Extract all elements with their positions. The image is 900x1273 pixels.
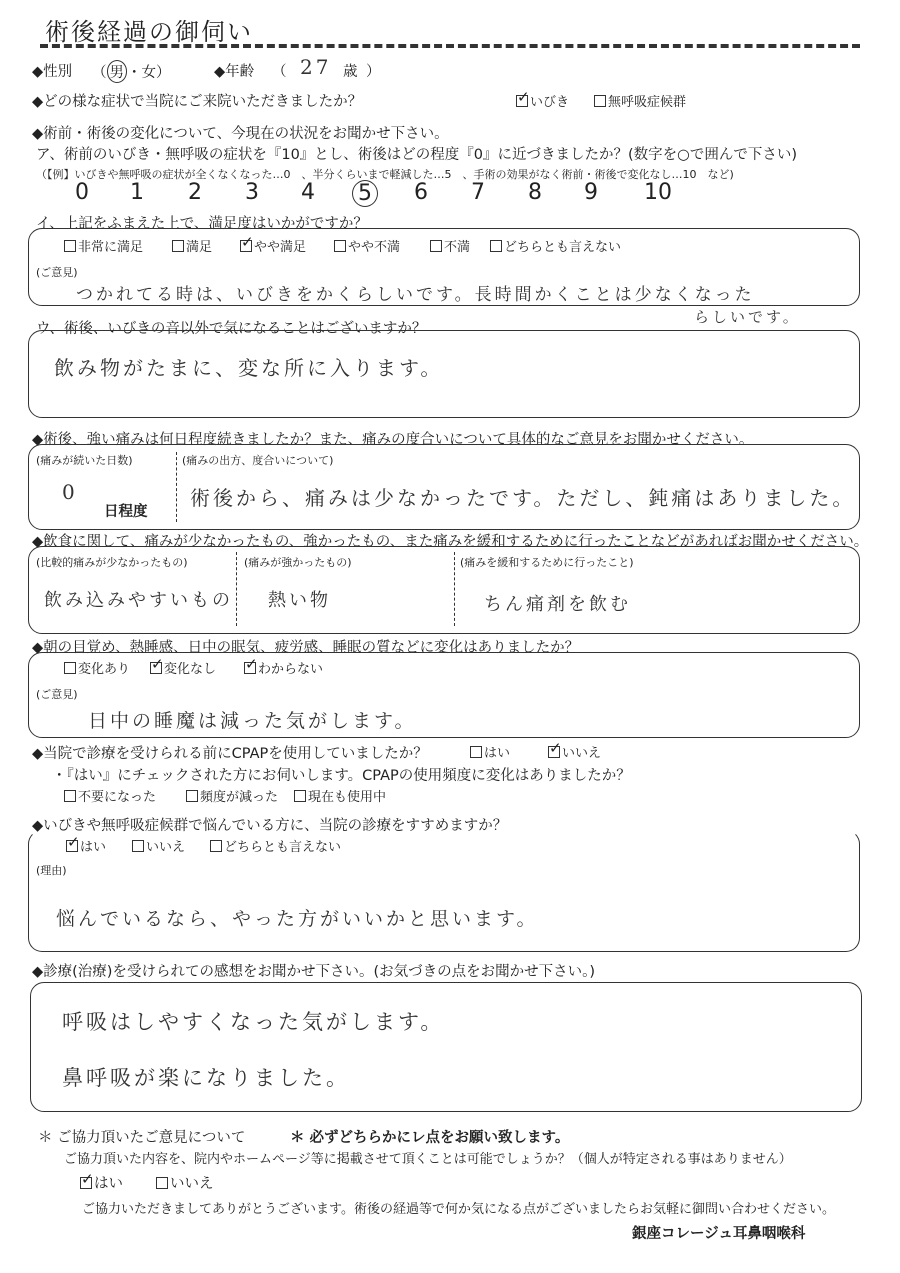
consent-option-yes[interactable]: ✓はい bbox=[80, 1172, 123, 1193]
scale-7[interactable]: 7 bbox=[471, 180, 485, 205]
q7-answer[interactable]: 日中の睡魔は減った気がします。 bbox=[88, 710, 417, 732]
q5-divider bbox=[176, 452, 177, 522]
checkbox-icon bbox=[156, 1177, 168, 1189]
q3-question: イ、上記をふまえた上で、満足度はいかがですか？ bbox=[36, 216, 368, 232]
q8-question: ◆当院で診療を受けられる前にCPAPを使用していましたか？ bbox=[32, 746, 428, 762]
scale-3[interactable]: 3 bbox=[245, 180, 259, 205]
scale-4[interactable]: 4 bbox=[301, 180, 315, 205]
q5-detail-label: (痛みの出方、度合いについて) bbox=[182, 454, 334, 467]
q9-option-neither[interactable]: どちらとも言えない bbox=[210, 836, 341, 855]
footer-thanks: ご協力いただきましてありがとうございます。術後の経過等で何か気になる点がございましたらお気軽に御問い合わせください。 bbox=[82, 1202, 835, 1217]
q6-question: ◆飲食に関して、痛みが少なかったもの、強かったもの、また痛みを緩和するために行ったことなどがあればお聞かせください。 bbox=[32, 534, 869, 550]
q7-opinion-label: (ご意見) bbox=[36, 688, 78, 701]
q10-question: ◆診療(治療)を受けられての感想をお聞かせ下さい。(お気づきの点をお聞かせ下さい。) bbox=[32, 964, 596, 980]
q3-answer-line2[interactable]: らしいです。 bbox=[694, 308, 801, 326]
sex-label: ◆性別 bbox=[32, 64, 73, 80]
q6-col2-label: (痛みが強かったもの) bbox=[244, 556, 352, 569]
q3-option-neither[interactable]: どちらとも言えない bbox=[490, 236, 621, 255]
scale-9[interactable]: 9 bbox=[584, 180, 598, 205]
q9-option-no[interactable]: いいえ bbox=[132, 836, 185, 855]
q5-question: ◆術後、強い痛みは何日程度続きましたか？また、痛みの度合いについて具体的なご意見をお聞かせください。 bbox=[32, 432, 754, 448]
q8-option-yes[interactable]: はい bbox=[470, 742, 510, 761]
page-title: 術後経過の御伺い bbox=[45, 18, 253, 46]
sex-female-option[interactable]: 女 bbox=[141, 65, 156, 81]
checkbox-icon bbox=[470, 746, 482, 758]
q3-option-very-satisfied[interactable]: 非常に満足 bbox=[64, 236, 143, 255]
q9-reason-label: (理由) bbox=[36, 864, 67, 877]
checkbox-icon bbox=[294, 790, 306, 802]
q6-col3-label: (痛みを緩和するために行ったこと) bbox=[460, 556, 634, 569]
q7-option-changed[interactable]: 変化あり bbox=[64, 658, 130, 677]
q2-question: ◆術前・術後の変化について、今現在の状況をお聞かせ下さい。 bbox=[32, 126, 449, 142]
q1-question: ◆どの様な症状で当院にご来院いただきましたか？ bbox=[32, 94, 363, 110]
title-divider bbox=[40, 44, 860, 48]
q1-option-snoring[interactable]: ✓ いびき bbox=[516, 91, 569, 110]
q2-scale[interactable] bbox=[64, 180, 704, 214]
q3-answer-line1[interactable]: つかれてる時は、いびきをかくらしいです。長時間かくことは少なくなった bbox=[76, 285, 755, 305]
scale-10[interactable]: 10 bbox=[644, 180, 672, 205]
q8-sub-option-still-using[interactable]: 現在も使用中 bbox=[294, 786, 386, 805]
scale-2[interactable]: 2 bbox=[188, 180, 202, 205]
checkbox-scribbled-icon bbox=[150, 662, 162, 674]
q6-divider-2 bbox=[454, 552, 455, 626]
q10-answer-box bbox=[30, 982, 862, 1112]
q6-divider-1 bbox=[236, 552, 237, 626]
q9-question: ◆いびきや無呼吸症候群で悩んでいる方に、当院の診療をすすめますか？ bbox=[32, 818, 508, 834]
checkbox-icon bbox=[64, 240, 76, 252]
sex-male-option[interactable]: 男 bbox=[107, 60, 128, 83]
consent-option-no[interactable]: いいえ bbox=[156, 1172, 214, 1193]
checkbox-icon bbox=[64, 790, 76, 802]
checkbox-icon[interactable] bbox=[594, 95, 606, 107]
q6-col2-answer[interactable]: 熱い物 bbox=[268, 590, 331, 611]
q4-question: ウ、術後、いびきの音以外で気になることはございますか？ bbox=[36, 321, 427, 337]
q8-option-no[interactable]: ✓ いいえ bbox=[548, 742, 601, 761]
q9-answer-box bbox=[28, 830, 860, 952]
q2a-question: ア、術前のいびき・無呼吸の症状を『10』とし、術後はどの程度『0』に近づきましたか？(数字を○で囲んで下さい) bbox=[36, 147, 797, 163]
sex-separator: ・ bbox=[127, 65, 142, 81]
checkbox-icon bbox=[64, 662, 76, 674]
age-unit: 歳 bbox=[343, 64, 358, 80]
q5-days-unit: 日程度 bbox=[104, 504, 148, 520]
consent-instruction: ＊ 必ずどちらかにレ点をお願い致します。 bbox=[290, 1130, 570, 1146]
q7-option-no-change[interactable]: ✓ 変化なし bbox=[150, 658, 216, 677]
age-value[interactable]: 27 bbox=[300, 55, 332, 79]
checkbox-checked-icon bbox=[244, 662, 256, 674]
q9-answer[interactable]: 悩んでいるなら、やった方がいいかと思います。 bbox=[56, 908, 539, 930]
q9-option-yes[interactable]: ✓はい bbox=[66, 836, 106, 855]
q8-sub-option-reduced[interactable]: 頻度が減った bbox=[186, 786, 278, 805]
checkbox-icon bbox=[490, 240, 502, 252]
q10-answer-line2[interactable]: 鼻呼吸が楽になりました。 bbox=[62, 1066, 350, 1090]
scale-0[interactable]: 0 bbox=[75, 180, 89, 205]
checkbox-checked-icon bbox=[240, 240, 252, 252]
checkbox-checked-icon bbox=[80, 1177, 92, 1189]
scale-8[interactable]: 8 bbox=[528, 180, 542, 205]
q5-days-label: (痛みが続いた日数) bbox=[36, 454, 133, 467]
scale-1[interactable]: 1 bbox=[130, 180, 144, 205]
q3-option-dissatisfied[interactable]: 不満 bbox=[430, 236, 470, 255]
q6-col3-answer[interactable]: ちん痛剤を飲む bbox=[484, 594, 631, 615]
q5-days-value[interactable]: 0 bbox=[62, 480, 78, 504]
q3-option-somewhat-satisfied[interactable]: ✓ やや満足 bbox=[240, 236, 306, 255]
checkbox-checked-icon[interactable] bbox=[516, 95, 528, 107]
checkbox-icon bbox=[186, 790, 198, 802]
consent-question: ご協力頂いた内容を、院内やホームページ等に掲載させて頂くことは可能でしょうか？（個人が特定される事はありません） bbox=[64, 1152, 792, 1167]
q1-option-apnea[interactable]: 無呼吸症候群 bbox=[594, 91, 686, 110]
sex-options: （ 男 ・女） bbox=[92, 60, 171, 83]
q5-answer[interactable]: 術後から、痛みは少なかったです。ただし、鈍痛はありました。 bbox=[190, 486, 856, 510]
q10-answer-line1[interactable]: 呼吸はしやすくなった気がします。 bbox=[62, 1010, 445, 1034]
checkbox-icon bbox=[172, 240, 184, 252]
q8-sub-option-unneeded[interactable]: 不要になった bbox=[64, 786, 156, 805]
clinic-name: 銀座コレージュ耳鼻咽喉科 bbox=[632, 1226, 806, 1242]
scale-6[interactable]: 6 bbox=[414, 180, 428, 205]
checkbox-icon bbox=[334, 240, 346, 252]
q6-col1-label: (比較的痛みが少なかったもの) bbox=[36, 556, 188, 569]
checkbox-icon bbox=[430, 240, 442, 252]
age-label: ◆年齢 bbox=[214, 64, 255, 80]
q3-option-somewhat-dissatisfied[interactable]: やや不満 bbox=[334, 236, 400, 255]
scale-5-selected[interactable]: 5 bbox=[352, 180, 378, 207]
q6-col1-answer[interactable]: 飲み込みやすいもの bbox=[44, 590, 233, 611]
q3-option-satisfied[interactable]: 満足 bbox=[172, 236, 212, 255]
q8-sub-question: ・『はい』にチェックされた方にお伺いします。CPAPの使用頻度に変化はありましたか？ bbox=[52, 768, 631, 784]
q2-example: （【例】いびきや無呼吸の症状が全くなくなった…0 、半分くらいまで軽減した…5 、手術の効果がなく術前・術後で変化なし…10 など) bbox=[36, 168, 734, 181]
consent-heading: ＊ ご協力頂いたご意見について bbox=[38, 1130, 246, 1146]
q4-answer[interactable]: 飲み物がたまに、変な所に入ります。 bbox=[54, 356, 444, 380]
q7-option-unknown[interactable]: ✓ わからない bbox=[244, 658, 323, 677]
checkbox-checked-icon bbox=[548, 746, 560, 758]
q7-question: ◆朝の目覚め、熱睡感、日中の眠気、疲労感、睡眠の質などに変化はありましたか？ bbox=[32, 640, 580, 656]
q3-opinion-label: (ご意見) bbox=[36, 266, 78, 279]
